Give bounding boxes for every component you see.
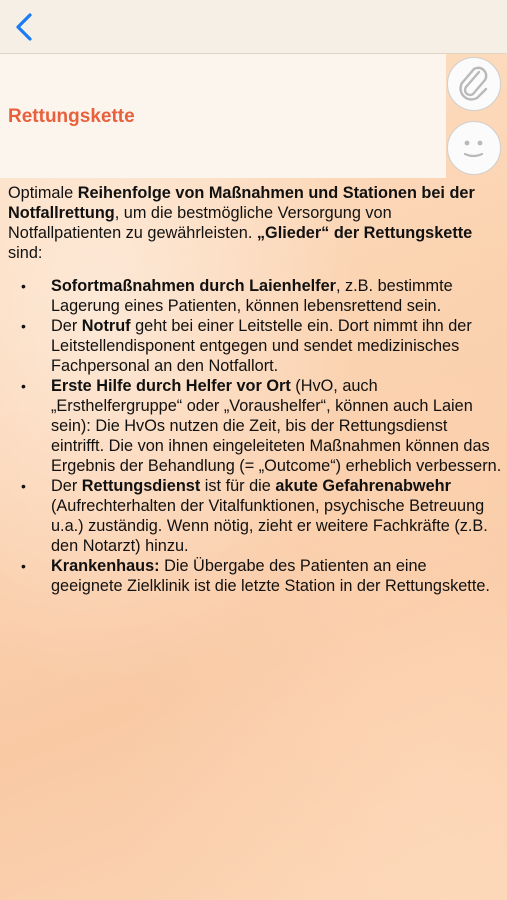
bullet-text: ist für die [200,477,276,495]
bullet-text: , z.B. bestimmte Lagerung eines Patienten, können lebensrettend sein. [51,277,453,315]
bullet-dot: • [21,278,26,294]
bullet-list [8,276,502,596]
list-item [8,376,502,476]
bullet-dot: • [21,558,26,574]
bullet-bold: Krankenhaus: [51,557,160,575]
bullet-bold: Rettungsdienst [81,477,201,495]
bullet-text: Der [51,477,82,495]
intro-paragraph [8,183,502,263]
bullet-bold: akute Gefahrenabwehr [275,477,451,495]
chevron-left-icon [10,12,40,42]
back-button[interactable] [10,12,40,42]
paperclip-icon [448,58,499,109]
feedback-button[interactable] [447,121,501,175]
bullet-text: Die Übergabe des Patienten an eine geeignete Zielklinik ist die letzte Station in der Rettungskette. [51,557,490,595]
bullet-dot: • [21,318,26,334]
intro-bold-2: „Glieder“ der Rettungskette [256,224,473,242]
intro-text-2: , um die bestmögliche Versorgung von Notfallpatienten zu gewährleisten. [8,204,392,242]
bullet-text: (Aufrechterhalten der Vitalfunktionen, psychische Betreuung u.a.) zuständig. Wenn nötig, zieht er weitere Fachkräfte (z.B. den Notarzt) hinzu. [51,497,488,555]
attachment-button[interactable] [447,57,501,111]
page-title: Rettungskette [8,106,135,127]
list-item [8,476,502,556]
bullet-bold: Erste Hilfe durch Helfer vor Ort [51,377,291,395]
list-item [8,276,502,316]
article-content [8,183,502,596]
intro-text-3: sind: [8,244,43,262]
bullet-text: (HvO, auch „Ersthelfergruppe“ oder „Voraushelfer“, können auch Laien sein): Die HvOs nutzen die Zeit, bis der Rettungsdienst eintrifft. Die von ihnen eingeleiteten Maßnahmen können das Ergebnis der Behandlung (= „Outcome“) erheblich verbessern. [51,377,502,475]
intro-text-1: Optimale [8,184,78,202]
bullet-text: Der [51,317,82,335]
bullet-bold: Notruf [81,317,131,335]
navigation-bar [0,0,507,54]
bullet-dot: • [21,378,26,394]
bullet-bold: Sofortmaßnahmen durch Laienhelfer [51,277,336,295]
list-item [8,556,502,596]
intro-bold-1: Reihenfolge von Maßnahmen und Stationen bei der Notfallrettung [8,184,475,222]
bullet-text: geht bei einer Leitstelle ein. Dort nimmt ihn der Leitstellendisponent entgegen und sendet medizinisches Fachpersonal an den Notfallort. [51,317,472,375]
bullet-dot: • [21,478,26,494]
smiley-icon [448,122,499,173]
list-item [8,316,502,376]
